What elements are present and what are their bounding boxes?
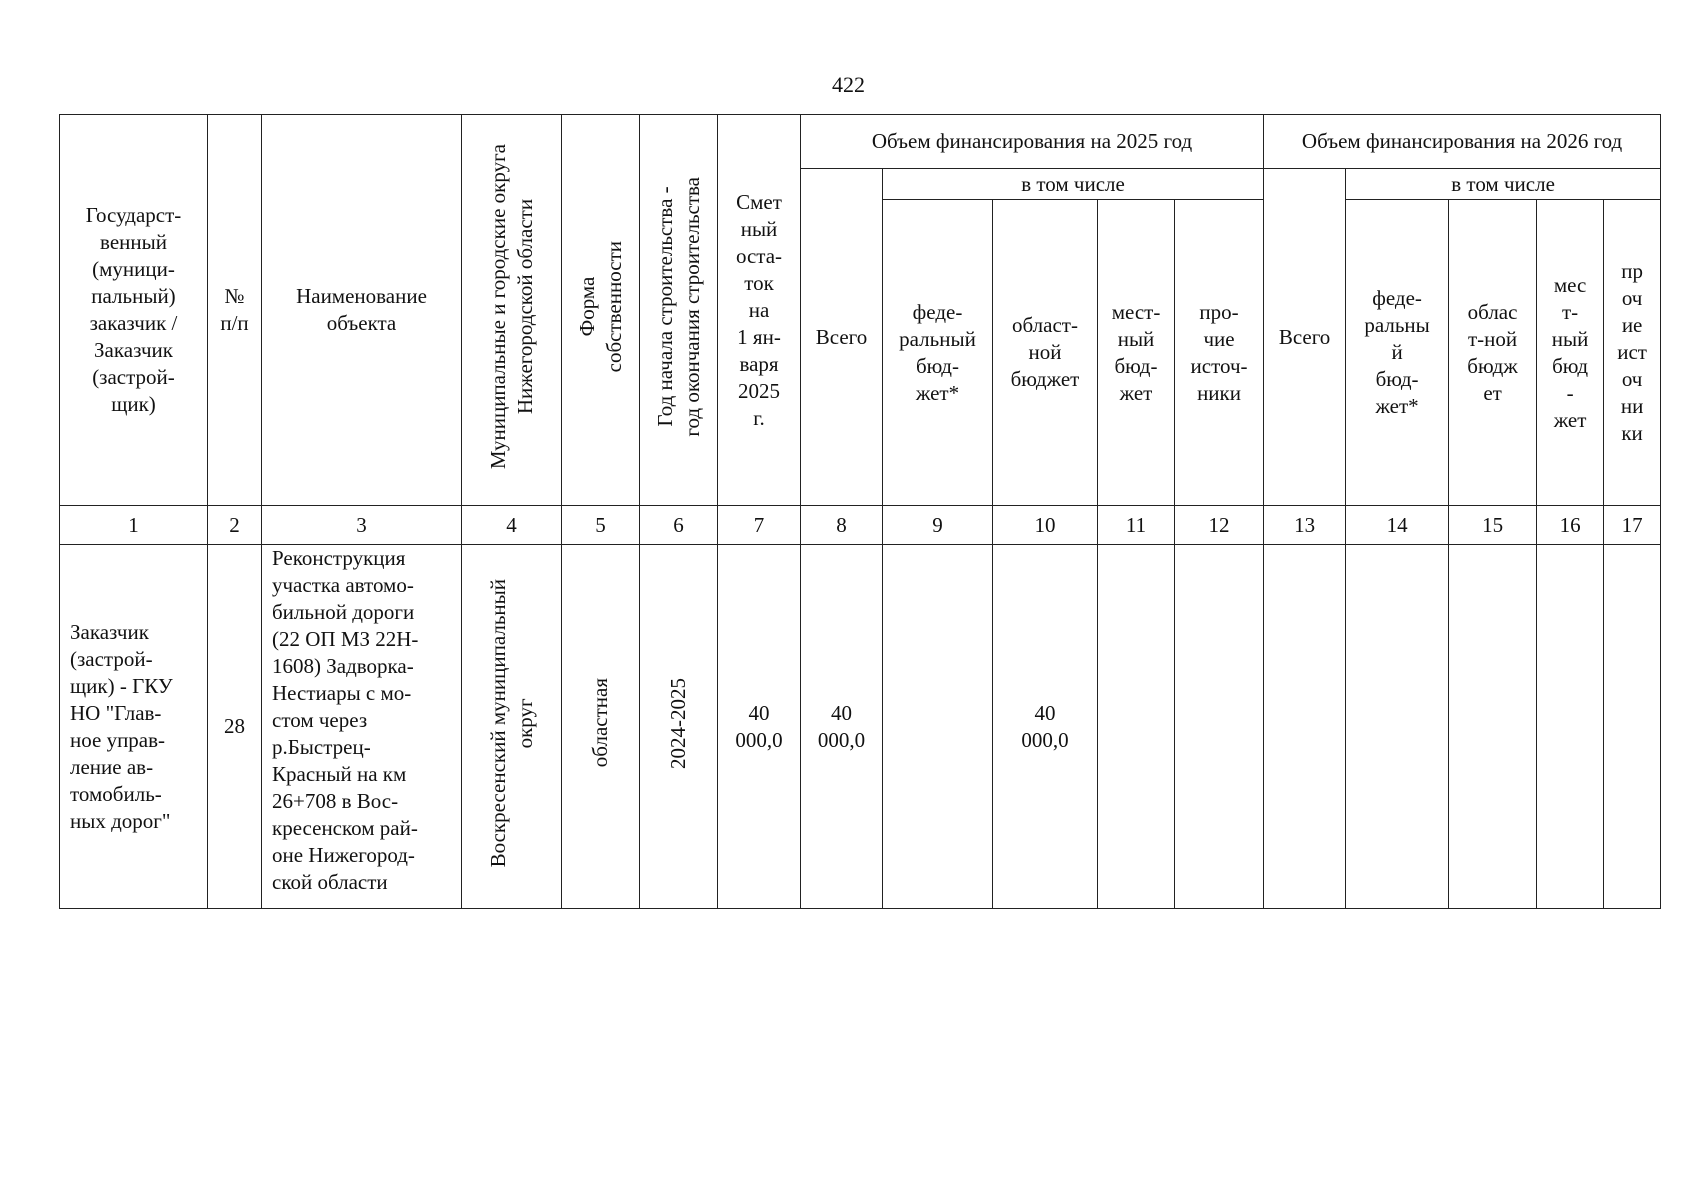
column-number: 12 (1175, 506, 1264, 545)
table-row (60, 545, 1661, 909)
cell-district (462, 545, 562, 909)
column-number: 16 (1537, 506, 1604, 545)
cell-federal-2026 (1346, 545, 1449, 909)
column-number: 2 (208, 506, 262, 545)
column-number: 5 (562, 506, 640, 545)
financing-table (59, 114, 1661, 909)
column-number: 10 (993, 506, 1098, 545)
header-local-2026: мес т- ный бюд - жет (1537, 200, 1604, 506)
header-district (462, 115, 562, 506)
column-number: 13 (1264, 506, 1346, 545)
header-estimate: Смет ный оста- ток на 1 ян- варя 2025 г. (718, 115, 801, 506)
cell-total-2026 (1264, 545, 1346, 909)
header-years-text: Год начала строительства - год окончания строительства (652, 176, 704, 437)
header-years (640, 115, 718, 506)
column-number: 9 (883, 506, 993, 545)
header-number: № п/п (208, 115, 262, 506)
cell-customer: Заказчик (застрой- щик) - ГКУ НО "Глав- ное управ- ление ав- томобиль- ных дорог" (60, 545, 208, 909)
cell-other-2025 (1175, 545, 1264, 909)
header-total-2025: Всего (801, 169, 883, 506)
column-number: 6 (640, 506, 718, 545)
cell-other-2026 (1604, 545, 1661, 909)
column-number: 17 (1604, 506, 1661, 545)
header-local-2025: мест- ный бюд- жет (1098, 200, 1175, 506)
cell-regional-2025: 40 000,0 (993, 545, 1098, 909)
header-customer: Государст- венный (муници- пальный) заказчик / Заказчик (застрой- щик) (60, 115, 208, 506)
column-number: 7 (718, 506, 801, 545)
column-number: 4 (462, 506, 562, 545)
cell-number: 28 (208, 545, 262, 909)
cell-ownership-text: областная (588, 678, 612, 768)
cell-object-name: Реконструкция участка автомо- бильной дороги (22 ОП МЗ 22Н- 1608) Задворка- Нестиары с мо- стом через р.Быстрец- Красный на км 26+708 в Вос- кресенском рай- оне Нижегород- ской области (262, 545, 462, 909)
header-ownership (562, 115, 640, 506)
header-regional-2026: облас т-ной бюдж ет (1449, 200, 1537, 506)
cell-federal-2025 (883, 545, 993, 909)
header-including-2026: в том числе (1346, 169, 1661, 200)
header-regional-2025: област- ной бюджет (993, 200, 1098, 506)
column-number: 14 (1346, 506, 1449, 545)
header-federal-2026: феде- ральны й бюд- жет* (1346, 200, 1449, 506)
header-object-name: Наименование объекта (262, 115, 462, 506)
cell-ownership (562, 545, 640, 909)
column-number: 3 (262, 506, 462, 545)
header-other-2026: пр оч ие ист оч ни ки (1604, 200, 1661, 506)
cell-local-2026 (1537, 545, 1604, 909)
cell-years-text: 2024-2025 (666, 677, 690, 769)
header-including-2025: в том числе (883, 169, 1264, 200)
header-financing-2026: Объем финансирования на 2026 год (1264, 115, 1661, 169)
column-number: 8 (801, 506, 883, 545)
header-district-text: Муниципальные и городские округа Нижегородской области (485, 143, 537, 470)
cell-years (640, 545, 718, 909)
cell-regional-2026 (1449, 545, 1537, 909)
column-number: 1 (60, 506, 208, 545)
column-number: 15 (1449, 506, 1537, 545)
page-number: 422 (832, 72, 865, 97)
cell-local-2025 (1098, 545, 1175, 909)
column-number: 11 (1098, 506, 1175, 545)
header-total-2026: Всего (1264, 169, 1346, 506)
header-financing-2025: Объем финансирования на 2025 год (801, 115, 1264, 169)
cell-total-2025: 40 000,0 (801, 545, 883, 909)
header-ownership-text: Форма собственности (574, 240, 626, 373)
header-federal-2025: феде- ральный бюд- жет* (883, 200, 993, 506)
cell-district-text: Воскресенский муниципальный округ (485, 578, 537, 868)
header-other-2025: про- чие источ- ники (1175, 200, 1264, 506)
cell-estimate: 40 000,0 (718, 545, 801, 909)
